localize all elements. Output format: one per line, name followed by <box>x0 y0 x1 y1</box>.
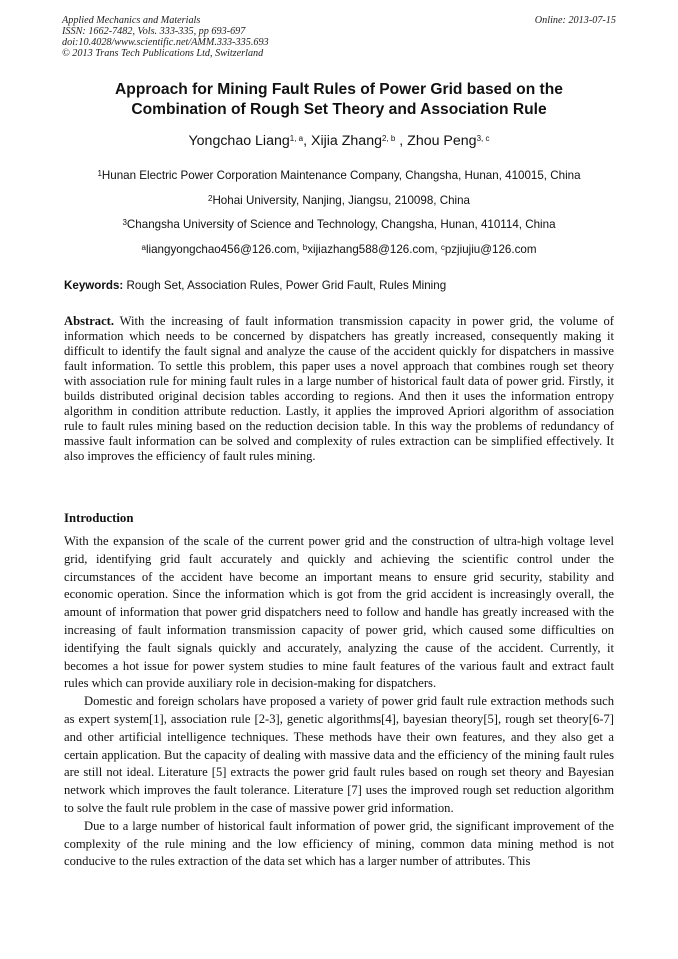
author-name: Xijia Zhang <box>311 133 382 149</box>
email-link[interactable]: liangyongchao456@126.com, <box>145 243 303 256</box>
email-link[interactable]: xijiazhang588@126.com, <box>307 243 441 256</box>
paragraph: Domestic and foreign scholars have proposed a variety of power grid fault rule extraction methods such as expert system[1], association rule [2-3], genetic algorithms[4], bayesian theory[5], rough set theory[6-7] and other artificial intelligence techniques. These methods have their own features, and they also get a certain application. But the capacity of dealing with massive data and the efficiency of the mining fault rules are still not ideal. Literature [5] extracts the power grid fault rules based on rough set theory and Bayesian network which improves the fault tolerance. Literature [7] uses the improved rough set reduction algorithm to solve the fault rule problem in the case of massive power grid information. <box>64 694 614 815</box>
author-sup: 2, b <box>381 134 396 143</box>
abstract-label: Abstract. <box>64 314 115 328</box>
email-list <box>62 243 616 257</box>
paragraph: Due to a large number of historical fault information of power grid, the significant improvement of the complexity of the rule mining and the low efficiency of mining, common data mining method is not conducive to the rules extraction of the data set which has a larger number of attributes. This <box>64 818 614 869</box>
affiliation-1 <box>62 169 616 183</box>
keywords-text: Rough Set, Association Rules, Power Grid Fault, Rules Mining <box>126 279 447 292</box>
affiliation-sup: 2 <box>207 194 213 203</box>
title-line-2: Combination of Rough Set Theory and Association Rule <box>131 101 547 118</box>
email-sup: a <box>141 243 146 252</box>
affiliation-text: Hohai University, Nanjing, Jiangsu, 210098, China <box>212 194 471 207</box>
abstract <box>64 314 614 464</box>
author-separator: , <box>303 133 311 149</box>
affiliation-sup: 3 <box>122 218 127 227</box>
email-sup: c <box>440 243 445 252</box>
affiliation-text: Changsha University of Science and Technology, Changsha, Hunan, 410114, China <box>126 218 556 231</box>
title-line-1: Approach for Mining Fault Rules of Power Grid based on the <box>115 81 563 98</box>
email-sup: b <box>302 243 308 252</box>
email-link[interactable]: pzjiujiu@126.com <box>444 243 537 256</box>
paragraph: With the expansion of the scale of the current power grid and the construction of ultra-high voltage level grid, identifying grid fault accurately and quickly and achieving the scientific control under the circumstances of the accident have become an important means to ensure grid security, stability and economic operation. Since the information which is got from the grid accident is increasingly overall, the amount of information that power grid dispatchers need to follow and handle has greatly increased with the increasing of fault information transmission capacity of power grid, which caused some difficulties on identifying the fault signals quickly and accurately, analyzing the cause of the accident. Currently, it becomes a hot issue for power system studies to mine fault features of the various fault and extract fault rules which can provide auxiliary role in decision-making for dispatchers. <box>64 534 614 691</box>
keywords <box>64 279 618 293</box>
introduction-body <box>64 533 614 871</box>
affiliation-2 <box>62 194 616 208</box>
affiliation-text: Hunan Electric Power Corporation Maintenance Company, Changsha, Hunan, 410015, China <box>101 169 581 182</box>
affiliation-3 <box>62 218 616 232</box>
journal-header <box>62 15 616 59</box>
issn-line: ISSN: 1662-7482, Vols. 333-335, pp 693-697 <box>62 26 246 37</box>
author-list <box>62 132 616 150</box>
doi-line: doi:10.4028/www.scientific.net/AMM.333-335.693 <box>62 37 269 48</box>
author-sup: 1, a <box>289 134 304 143</box>
author-separator: , <box>395 133 408 149</box>
copyright-line: © 2013 Trans Tech Publications Ltd, Switzerland <box>62 48 264 59</box>
keywords-label: Keywords: <box>64 279 124 292</box>
author-name: Zhou Peng <box>407 133 477 149</box>
online-date: Online: 2013-07-15 <box>534 15 616 26</box>
abstract-text: With the increasing of fault information transmission capacity in power grid, the volume of information which needs to be concerned by dispatchers has greatly increased, consequently making it difficult to identify the fault signal and analyze the cause of the accident quickly for dispatchers in massive fault information. To settle this problem, this paper uses a novel approach that combines rough set theory with association rule for mining fault rules in a large number of historical fault data of power grid. Firstly, it builds distributed original decision tables according to regions. And then it uses the information entropy algorithm in condition attribute reduction. Lastly, it applies the improved Apriori algorithm of association rule to fault rules mining based on the reduction decision table. In this way the problems of redundancy of massive fault information can be solved and complexity of rules extraction can be simplified effectively. It also improves the efficiency of fault rules mining. <box>64 314 615 463</box>
paper-title <box>62 80 616 120</box>
author-name: Yongchao Liang <box>188 133 290 149</box>
section-heading-introduction: Introduction <box>64 511 134 525</box>
affiliation-sup: 1 <box>97 169 102 178</box>
author-sup: 3, c <box>476 134 490 143</box>
journal-name: Applied Mechanics and Materials <box>62 15 201 26</box>
